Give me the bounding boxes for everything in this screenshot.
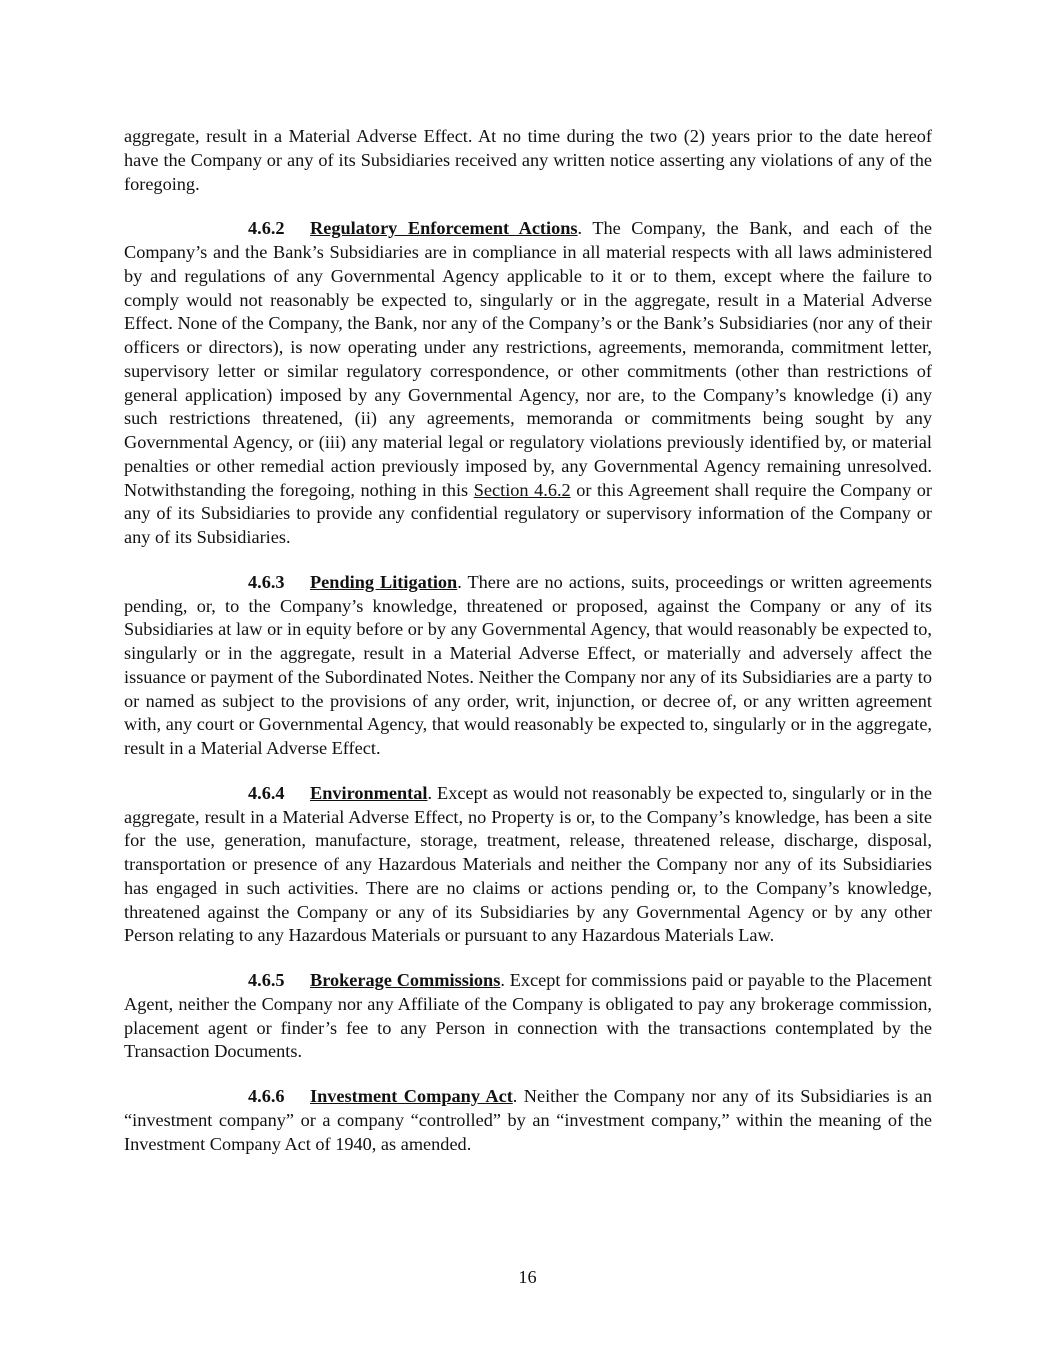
- section-body: . Except for commissions paid or payable to the Placement Agent, neither the Company nor any Affiliate of the Company is obligated to pay any brokerage commission, placement agent or finder’s fee to any Person in connection with the transactions contemplated by the Transaction Documents.: [124, 970, 932, 1062]
- section-title: Environmental: [310, 782, 428, 803]
- section-body: . Except as would not reasonably be expected to, singularly or in the aggregate, result in a Material Adverse Effect, no Property is or, to the Company’s knowledge, has been a site for the use, generation, manufacture, storage, treatment, release, threatened release, discharge, disposal, transportation or presence of any Hazardous Materials and neither the Company nor any of its Subsidiaries has engaged in such activities. There are no claims or actions pending or, to the Company’s knowledge, threatened against the Company or any of its Subsidiaries by any Governmental Agency or by any other Person relating to any Hazardous Materials or pursuant to any Hazardous Materials Law.: [124, 782, 932, 946]
- section-4-6-6: [124, 1085, 932, 1156]
- section-title: Pending Litigation: [310, 571, 458, 592]
- section-number: 4.6.6: [248, 1086, 285, 1106]
- section-4-6-3: [124, 571, 932, 761]
- page-number: 16: [518, 1267, 537, 1287]
- section-body: . There are no actions, suits, proceedings or written agreements pending, or, to the Company’s knowledge, threatened or proposed, against the Company or any of its Subsidiaries at law or in equity before or by any Governmental Agency, that would reasonably be expected to, singularly or in the aggregate, result in a Material Adverse Effect, or materially and adversely affect the issuance or payment of the Subordinated Notes. Neither the Company nor any of its Subsidiaries are a party to or named as subject to the provisions of any order, writ, injunction, or decree of, or any written agreement with, any court or Governmental Agency, that would reasonably be expected to, singularly or in the aggregate, result in a Material Adverse Effect.: [124, 571, 932, 758]
- section-4-6-2: [124, 217, 932, 550]
- document-page: [124, 125, 932, 1177]
- section-4-6-5: [124, 969, 932, 1064]
- section-body-continued: or this Agreement shall require the Company or any of its Subsidiaries to provide any confidential regulatory or supervisory information of the Company or any of its Subsidiaries.: [124, 479, 933, 547]
- section-number: 4.6.3: [248, 571, 285, 592]
- section-cross-reference: Section 4.6.2: [473, 479, 571, 500]
- section-title: Regulatory Enforcement Actions: [310, 218, 578, 239]
- section-title: Brokerage Commissions: [310, 970, 501, 990]
- section-body: . The Company, the Bank, and each of the Company’s and the Bank’s Subsidiaries are in compliance in all material respects with all laws administered by and regulations of any Governmental Agency applicable to it or to them, except where the failure to comply would not reasonably be expected to, singularly or in the aggregate, result in a Material Adverse Effect. None of the Company, the Bank, nor any of the Company’s or the Bank’s Subsidiaries (nor any of their officers or directors), is now operating under any restrictions, agreements, memoranda, commitment letter, supervisory letter or similar regulatory correspondence, or other commitments (other than restrictions of general application) imposed by any Governmental Agency, nor are, to the Company’s knowledge (i) any such restrictions threatened, (ii) any agreements, memoranda or commitments being sought by any Governmental Agency, or (iii) any material legal or regulatory violations previously identified by, or material penalties or other remedial action previously imposed by, any Governmental Agency remaining unresolved. Notwithstanding the foregoing, nothing in this: [124, 218, 932, 500]
- paragraph-text: aggregate, result in a Material Adverse Effect. At no time during the two (2) years prior to the date hereof have the Company or any of its Subsidiaries received any written notice asserting any violations of any of the foregoing.: [124, 126, 932, 194]
- section-number: 4.6.2: [248, 218, 285, 239]
- section-4-6-4: [124, 782, 932, 948]
- section-body: . Neither the Company nor any of its Subsidiaries is an “investment company” or a company “controlled” by an “investment company,” within the meaning of the Investment Company Act of 1940, as amended.: [124, 1086, 932, 1154]
- section-number: 4.6.4: [248, 782, 285, 803]
- section-title: Investment Company Act: [310, 1086, 513, 1106]
- section-number: 4.6.5: [248, 970, 285, 990]
- paragraph-continuation: [124, 125, 932, 196]
